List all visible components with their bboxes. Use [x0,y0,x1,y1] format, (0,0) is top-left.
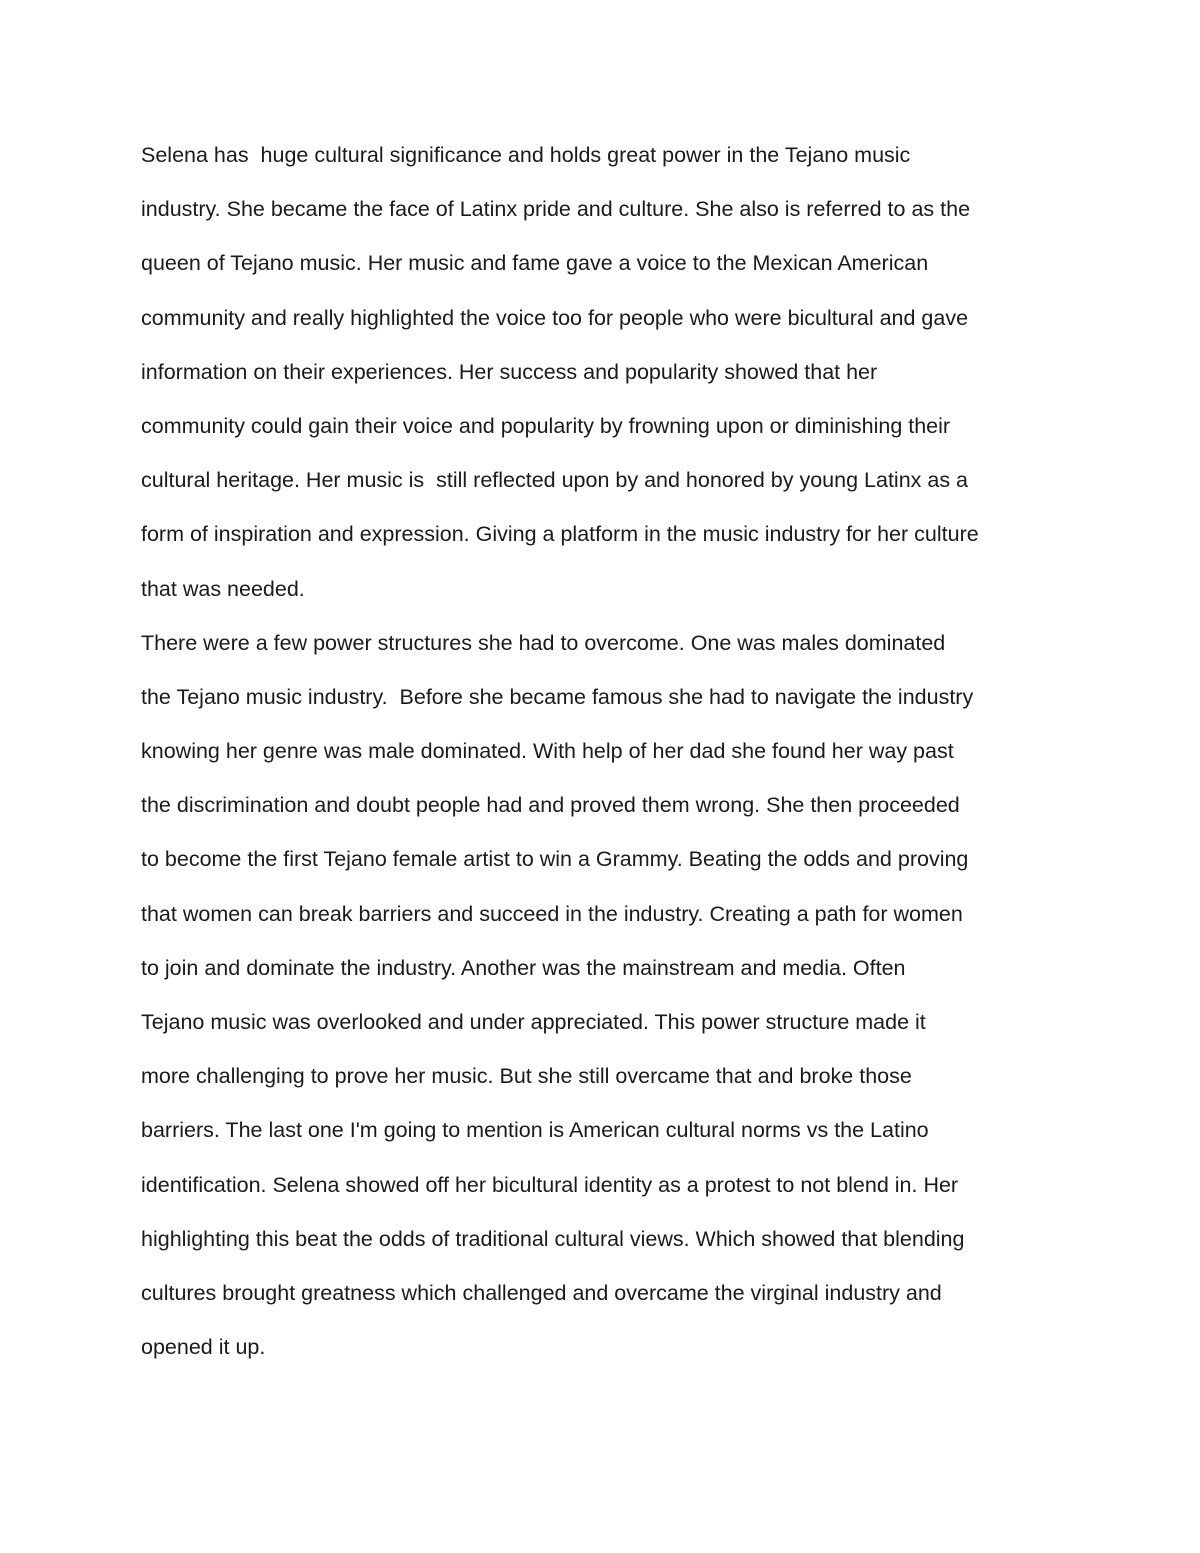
text-line: cultural heritage. Her music is still reflected upon by and honored by young Latinx as a [141,468,969,493]
text-line: knowing her genre was male dominated. With help of her dad she found her way past [141,739,954,764]
text-line: community could gain their voice and popularity by frowning upon or diminishing their [141,413,951,438]
text-line: highlighting this beat the odds of traditional cultural views. Which showed that blending [141,1226,965,1251]
text-line: cultures brought greatness which challenged and overcame the virginal industry and [141,1280,942,1305]
text-line: to become the first Tejano female artist to win a Grammy. Beating the odds and proving [141,847,969,872]
text-line: information on their experiences. Her success and popularity showed that her [141,359,878,384]
text-line: barriers. The last one I'm going to mention is American cultural norms vs the Latino [141,1118,929,1143]
text-line: form of inspiration and expression. Giving a platform in the music industry for her culture [141,522,979,547]
text-line: more challenging to prove her music. But she still overcame that and broke those [141,1064,912,1089]
text-line: that was needed. [141,576,305,601]
text-line: the Tejano music industry. Before she became famous she had to navigate the industry [141,684,974,709]
text-line: to join and dominate the industry. Another was the mainstream and media. Often [141,955,906,980]
text-line: There were a few power structures she had to overcome. One was males dominated [141,630,946,655]
essay-body [141,128,1081,1374]
text-line: community and really highlighted the voice too for people who were bicultural and gave [141,305,969,330]
text-line: queen of Tejano music. Her music and fame gave a voice to the Mexican American [141,251,929,276]
text-line: Selena has huge cultural significance and holds great power in the Tejano music [141,143,911,167]
text-line: identification. Selena showed off her bicultural identity as a protest to not blend in. Her [141,1172,959,1197]
text-line: industry. She became the face of Latinx pride and culture. She also is referred to as the [141,197,971,222]
text-line: the discrimination and doubt people had and proved them wrong. She then proceeded [141,793,960,818]
text-line: opened it up. [141,1335,266,1360]
text-line: that women can break barriers and succeed in the industry. Creating a path for women [141,901,963,926]
text-line: Tejano music was overlooked and under appreciated. This power structure made it [141,1010,926,1034]
